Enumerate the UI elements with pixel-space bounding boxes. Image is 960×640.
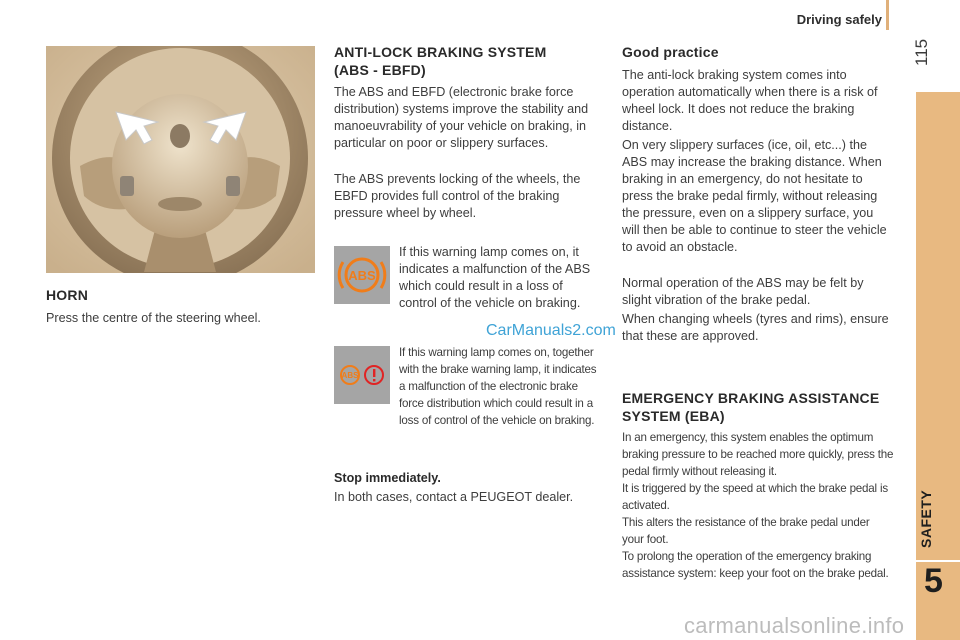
abs-warning-lamp xyxy=(334,246,390,304)
eba-title-line2: SYSTEM (EBA) xyxy=(622,408,725,424)
good-practice-paragraph-1: The anti-lock braking system comes into operation automatically when there is a risk of wheel lock. It does not reduce the braking distance. xyxy=(622,68,878,133)
abs-brake-lamp-label: ABS xyxy=(341,371,359,380)
abs-lamp-label: ABS xyxy=(348,268,376,283)
abs-title-line2: (ABS - EBFD) xyxy=(334,62,426,78)
eba-paragraph-4: To prolong the operation of the emergency braking assistance system: keep your foot on the brake pedal. xyxy=(622,550,889,580)
chapter-side-tab xyxy=(916,92,960,640)
eba-title-line1: EMERGENCY BRAKING ASSISTANCE xyxy=(622,390,880,406)
good-practice-paragraph-4: When changing wheels (tyres and rims), ensure that these are approved. xyxy=(622,312,889,343)
eba-paragraph-2: It is triggered by the speed at which the brake pedal is activated. xyxy=(622,482,888,512)
ebfd-lamp-text: If this warning lamp comes on, together with the brake warning lamp, it indicates a malfunction of the electronic brake force distribution which could result in a loss of control of the vehicle on braking. xyxy=(399,346,597,427)
chapter-side-label: SAFETY xyxy=(918,489,934,548)
abs-paragraph-2: The ABS prevents locking of the wheels, the EBFD provides full control of the braking pressure wheel by wheel. xyxy=(334,172,581,220)
eba-title xyxy=(622,389,902,425)
good-practice-paragraph-3: Normal operation of the ABS may be felt by slight vibration of the brake pedal. xyxy=(622,276,864,307)
watermark-bottom: carmanualsonline.info xyxy=(684,613,905,638)
page-number-text: 115 xyxy=(912,38,931,66)
eba-paragraph-1: In an emergency, this system enables the optimum braking pressure to be reached more quickly, press the pedal firmly without releasing it. xyxy=(622,431,894,478)
abs-paragraph-1: The ABS and EBFD (electronic brake force distribution) systems improve the stability and manoeuvrability of your vehicle on braking, in particular on poor or slippery surfaces. xyxy=(334,85,589,150)
good-practice-paragraph-2: On very slippery surfaces (ice, oil, etc...) the ABS may increase the braking distance. When braking in an emergency, do not hesitate to press the brake pedal firmly, without releasing the pressure, even on a slippery surface, you will then be able to continue to steer the vehicle to avoid an obstacle. xyxy=(622,138,887,254)
abs-lamp-text: If this warning lamp comes on, it indicates a malfunction of the ABS which could result in a loss of control of the vehicle on braking. xyxy=(399,245,591,310)
horn-text: Press the centre of the steering wheel. xyxy=(46,311,261,325)
contact-dealer-text: In both cases, contact a PEUGEOT dealer. xyxy=(334,490,574,504)
page-number xyxy=(912,26,932,66)
good-practice-title: Good practice xyxy=(622,44,719,60)
abs-title-line1: ANTI-LOCK BRAKING SYSTEM xyxy=(334,44,547,60)
stop-immediately: Stop immediately. xyxy=(334,471,441,485)
abs-title xyxy=(334,43,594,79)
watermark-top: CarManuals2.com xyxy=(486,322,616,339)
ebfd-warning-lamps xyxy=(334,346,390,404)
abs-lamp-icon xyxy=(334,246,390,304)
horn-title: HORN xyxy=(46,287,89,303)
abs-brake-lamp-icon xyxy=(334,346,390,404)
header-rule xyxy=(886,0,889,30)
chapter-number: 5 xyxy=(924,562,943,600)
steering-wheel-photo xyxy=(46,46,315,273)
section-header: Driving safely xyxy=(796,12,882,27)
eba-paragraph-3: This alters the resistance of the brake pedal under your foot. xyxy=(622,516,870,546)
